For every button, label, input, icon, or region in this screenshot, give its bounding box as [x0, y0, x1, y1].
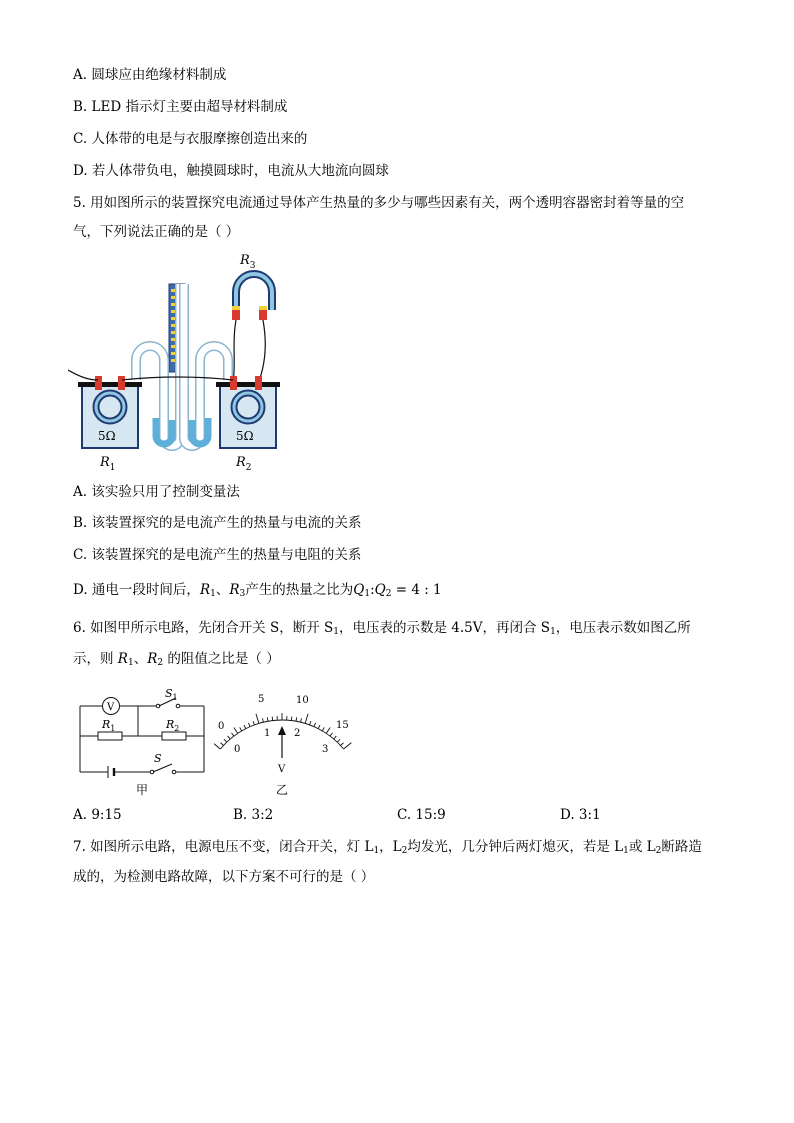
q4-option-a: A. 圆球应由绝缘材料制成 — [73, 67, 227, 83]
r2-resistor — [162, 732, 186, 740]
dial-tick — [234, 728, 238, 734]
dial-tick — [262, 718, 263, 722]
dial-tick — [344, 743, 352, 749]
dial-tick — [231, 733, 233, 736]
dial-tick — [330, 733, 332, 736]
inner-tick-2: 2 — [294, 728, 301, 739]
dial-tick — [240, 727, 242, 730]
q7-stem-line1: 7. 如图所示电路，电源电压不变，闭合开关，灯 $L_1$，$L_2$均发光，几分钟后两灯熄灭，若是 $L_1$或 $L_2$断路造 — [73, 839, 702, 856]
outer-tick-0: 0 — [218, 721, 225, 732]
q6-stem-line2: 示，则 $R_1$、$R_2$ 的阻值之比是（ ） — [73, 651, 280, 668]
q6-circuit — [74, 682, 210, 798]
q5-stem-line1: 5. 用如图所示的装置探究电流通过导体产生热量的多少与哪些因素有关，两个透明容器密封着等量的空 — [73, 195, 685, 211]
q5-figure — [68, 248, 308, 476]
q7-stem-line2: 成的，为检测电路故障，以下方案不可行的是（ ） — [73, 869, 375, 885]
dial-tick — [214, 743, 220, 749]
dial-tick — [310, 721, 311, 725]
r1-label: $R_1$ — [100, 455, 116, 473]
q6-option-c: C. 15:9 — [397, 807, 446, 823]
voltmeter-label: V — [107, 702, 115, 713]
q4-option-d: D. 若人体带负电，触摸圆球时，电流从大地流向圆球 — [73, 163, 389, 179]
dial-tick — [326, 728, 330, 734]
q6-option-b: B. 3:2 — [233, 807, 274, 823]
q5-stem-line2: 气，下列说法正确的是（ ） — [73, 224, 240, 240]
dial-tick — [318, 725, 320, 729]
dial-tick — [322, 727, 324, 730]
dial-tick — [256, 714, 259, 724]
dial-tick — [244, 725, 246, 729]
right-box-value: 5Ω — [236, 429, 254, 443]
dial-tick — [301, 718, 302, 722]
outer-tick-10: 10 — [296, 695, 309, 706]
q5-option-d: D. 通电一段时间后，$R_1$、$R_3$产生的热量之比为$Q_1:Q_2 = 4$ : 1 — [73, 582, 442, 599]
dial-tick — [334, 736, 337, 739]
dial-tick — [248, 723, 250, 727]
r2-label: $R_2$ — [166, 718, 180, 733]
q6-voltmeter-dial — [214, 688, 354, 800]
dial-caption: 乙 — [276, 783, 289, 797]
s-label: S — [154, 752, 162, 765]
q6-stem-line1: 6. 如图甲所示电路，先闭合开关 S，断开 $S_1$，电压表的示数是 4.5V，再闭合 $S_1$，电压表示数如图乙所 — [73, 620, 691, 637]
q5-option-a: A. 该实验只用了控制变量法 — [73, 484, 240, 500]
r1-label: $R_1$ — [102, 718, 116, 733]
r2-label: $R_2$ — [236, 455, 252, 473]
dial-tick — [305, 714, 308, 724]
dial-tick — [267, 717, 268, 721]
q4-option-c: C. 人体带的电是与衣服摩擦创造出来的 — [73, 131, 308, 147]
dial-tick — [341, 743, 344, 746]
q5-option-c: C. 该装置探究的是电流产生的热量与电阻的关系 — [73, 547, 362, 563]
dial-tick — [296, 717, 297, 721]
q5-option-b: B. 该装置探究的是电流产生的热量与电流的关系 — [73, 515, 362, 531]
u-tubes — [136, 284, 228, 446]
q6-option-d: D. 3:1 — [560, 807, 601, 823]
left-box-value: 5Ω — [98, 429, 116, 443]
dial-tick — [228, 736, 231, 739]
inner-tick-3: 3 — [322, 744, 329, 755]
q4-option-b: B. LED 指示灯主要由超导材料制成 — [73, 99, 288, 115]
dial-tick — [314, 723, 316, 727]
dial-tick — [224, 739, 227, 742]
circuit-caption: 甲 — [136, 783, 149, 797]
dial-tick — [221, 743, 224, 746]
inner-tick-1: 1 — [264, 728, 271, 739]
r3-label: $R_3$ — [240, 253, 256, 271]
r1-resistor — [98, 732, 122, 740]
s1-label: $S_1$ — [165, 687, 178, 702]
needle-label: V — [278, 764, 286, 775]
outer-tick-15: 15 — [336, 720, 349, 731]
dial-tick — [253, 721, 254, 725]
inner-tick-0: 0 — [234, 744, 241, 755]
outer-tick-5: 5 — [258, 694, 265, 705]
dial-tick — [337, 739, 340, 742]
q6-option-a: A. 9:15 — [73, 807, 122, 823]
